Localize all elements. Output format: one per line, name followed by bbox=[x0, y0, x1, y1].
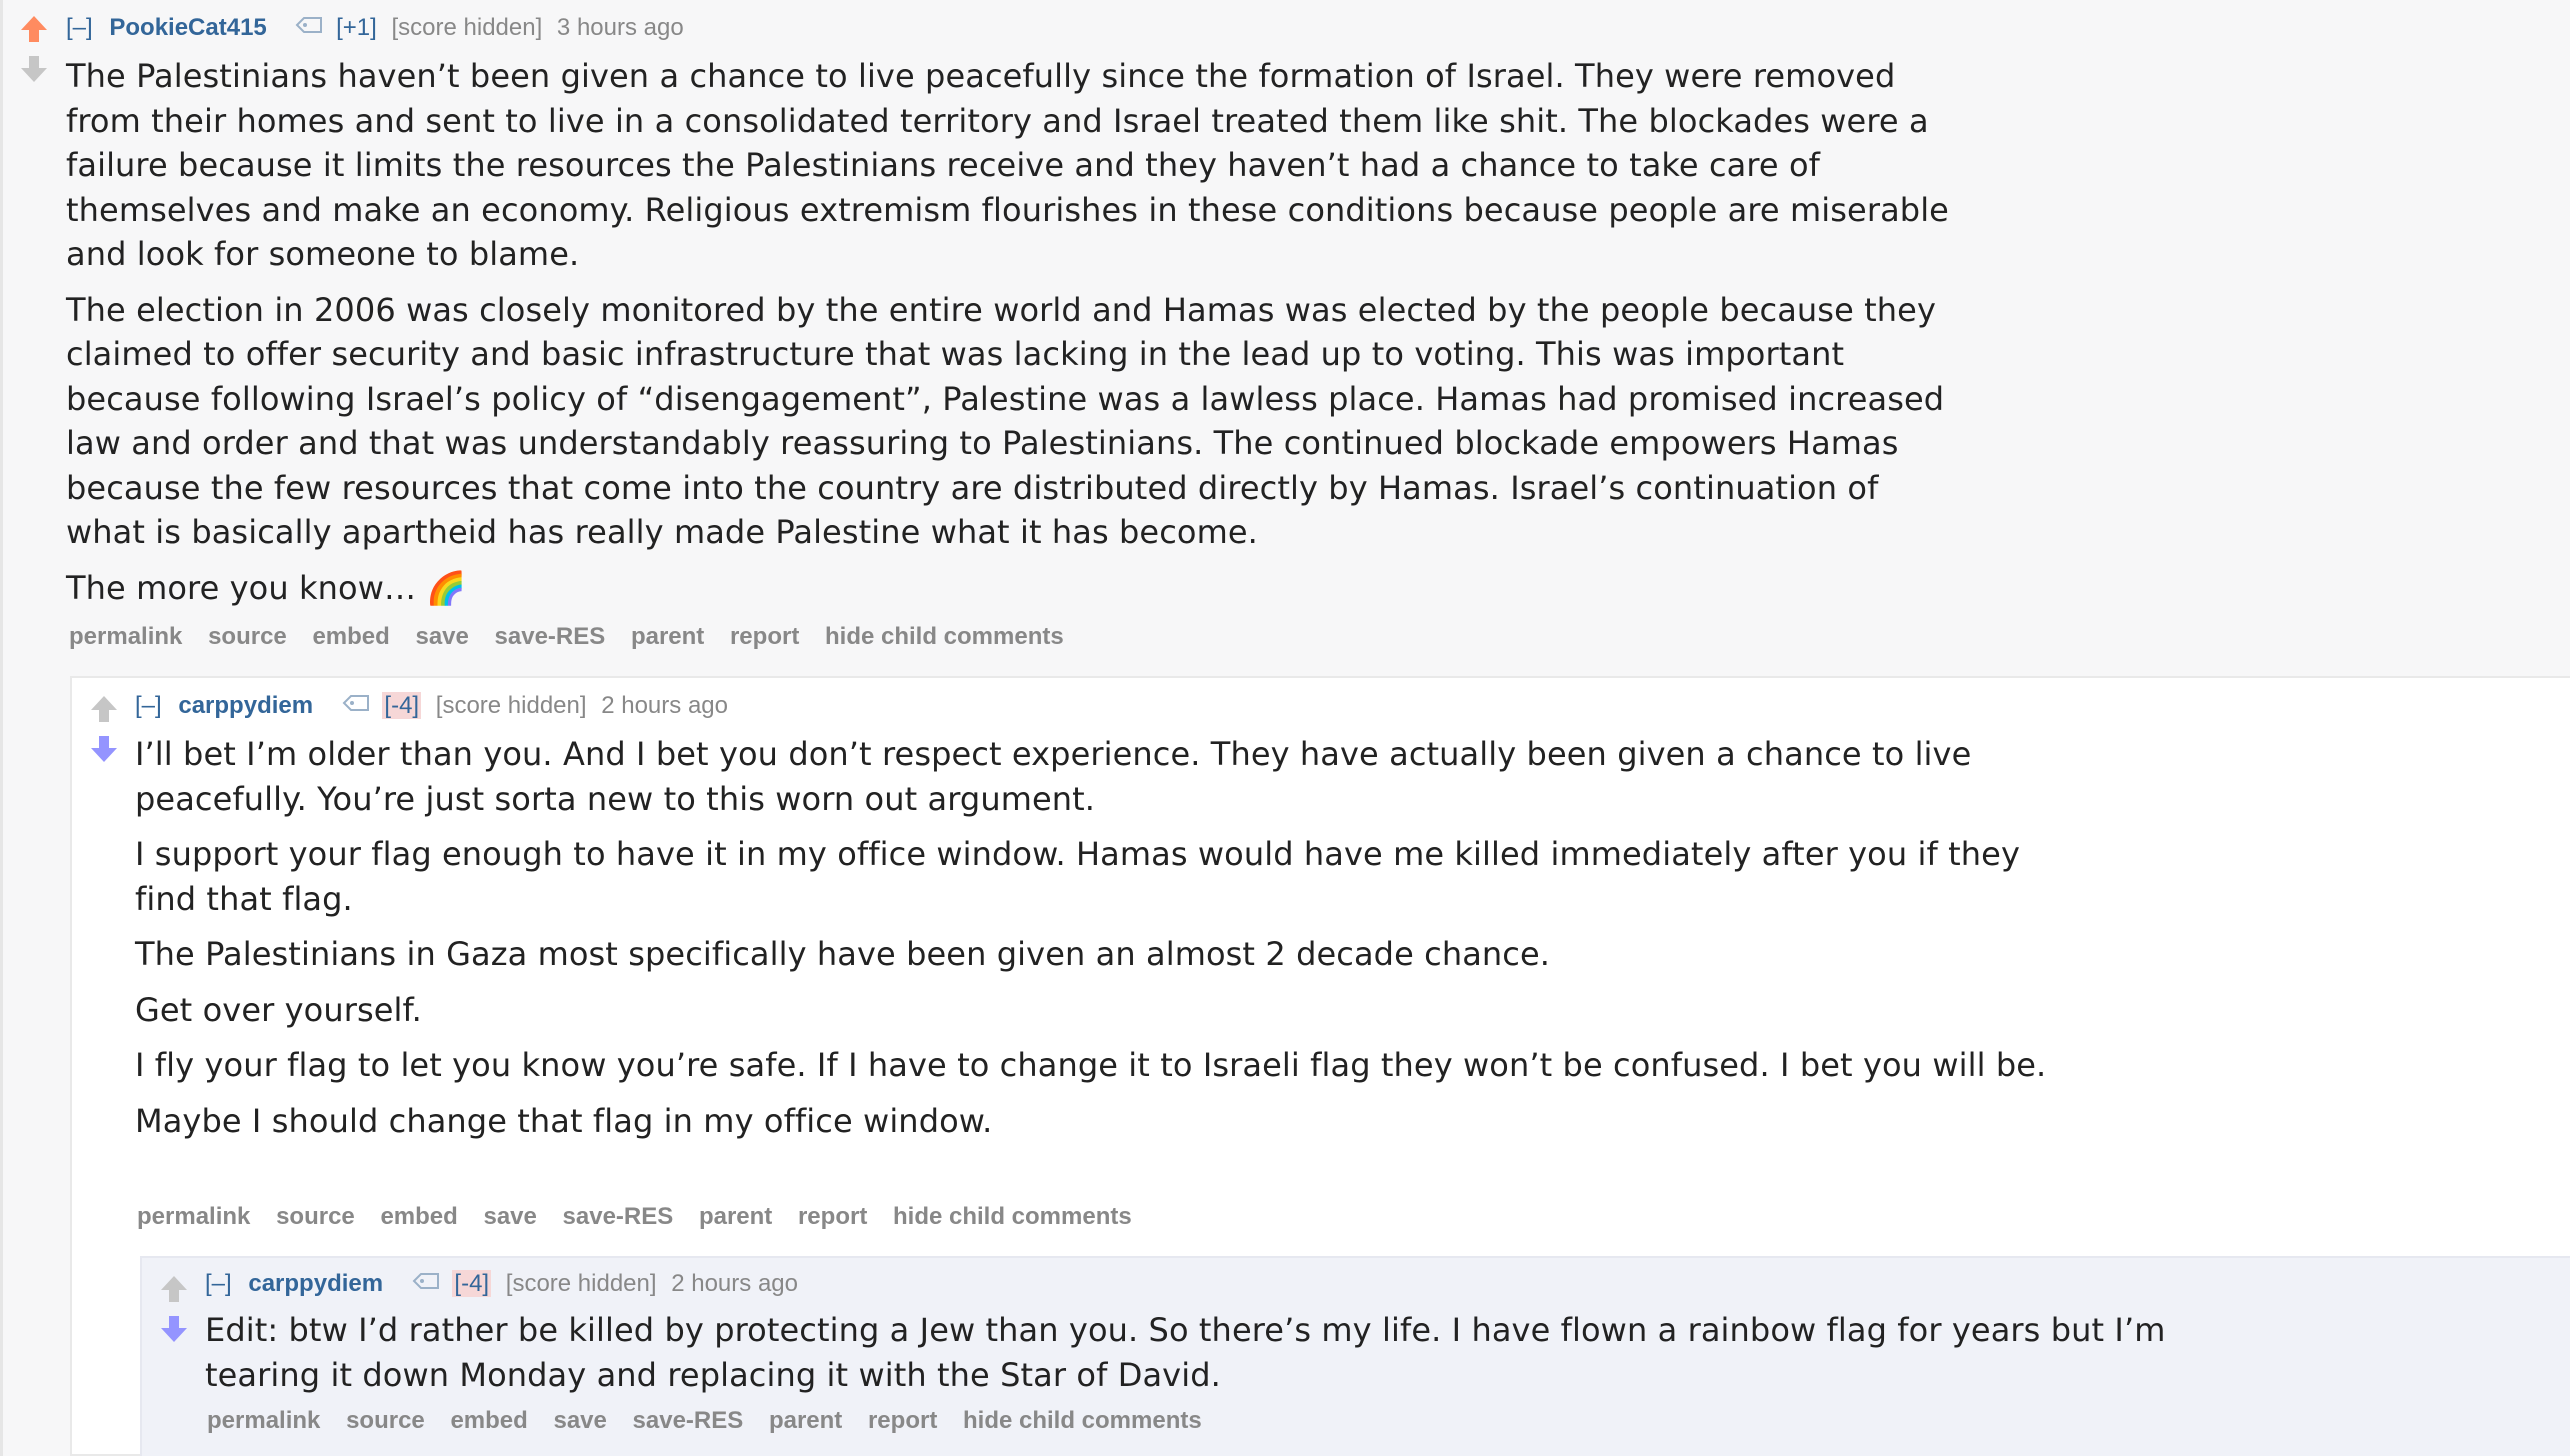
comment-paragraph: I’ll bet I’m older than you. And I bet you don’t respect experience. They have actually been given a chance to live peacefully. You’re just sorta new to this worn out argument. bbox=[135, 735, 1972, 818]
comment-3 bbox=[140, 1256, 2570, 1456]
hide-child-comments-button[interactable]: hide child comments bbox=[962, 1407, 1202, 1434]
permalink-button[interactable]: permalink bbox=[69, 623, 183, 650]
author-link[interactable]: carppydiem bbox=[178, 692, 314, 719]
collapse-toggle[interactable]: [–] bbox=[135, 692, 162, 719]
comment-tagline bbox=[66, 12, 684, 45]
comment-tagline bbox=[135, 690, 728, 723]
author-link[interactable]: carppydiem bbox=[248, 1270, 384, 1297]
downvote-arrow-icon[interactable] bbox=[89, 734, 119, 764]
permalink-button[interactable]: permalink bbox=[207, 1407, 321, 1434]
parent-button[interactable]: parent bbox=[768, 1407, 843, 1434]
report-button[interactable]: report bbox=[867, 1407, 938, 1434]
score: [-4] bbox=[454, 1270, 490, 1297]
permalink-button[interactable]: permalink bbox=[137, 1203, 251, 1230]
comment-body bbox=[205, 1308, 2205, 1408]
comment-paragraph: The Palestinians haven’t been given a chance to live peacefully since the formation of Israel. They were removed from their homes and sent to live in a consolidated territory and Israel treated them like shit. The blockades were a failure because it limits the resources the Palestinians receive and they haven’t had a chance to take care of themselves and make an economy. Religious extremism flourishes in these conditions because people are miserable and look for someone to blame. bbox=[66, 57, 1949, 273]
comment-body bbox=[135, 732, 2055, 1154]
report-button[interactable]: report bbox=[729, 623, 800, 650]
score: [+1] bbox=[336, 14, 377, 41]
comment-paragraph: I support your flag enough to have it in my office window. Hamas would have me killed immediately after you if they find that flag. bbox=[135, 835, 2020, 918]
source-button[interactable]: source bbox=[208, 623, 287, 650]
source-button[interactable]: source bbox=[276, 1203, 355, 1230]
timestamp: 3 hours ago bbox=[556, 14, 684, 41]
comment-paragraph: The election in 2006 was closely monitored by the entire world and Hamas was elected by the people because they claimed to offer security and basic infrastructure that was lacking in the lead up to voting. This was important because following Israel’s policy of “disengagement”, Palestine was a lawless place. Hamas had promised increased law and order and that was understandably reassuring to Palestinians. The continued blockade empowers Hamas because the few resources that come into the country are distributed directly by Hamas. Israel’s continuation of what is basically apartheid has really made Palestine what it has become. bbox=[66, 290, 1945, 551]
comment-buttons bbox=[207, 1406, 1221, 1436]
source-button[interactable]: source bbox=[346, 1407, 425, 1434]
comment-paragraph: Edit: btw I’d rather be killed by protecting a Jew than you. So there’s my life. I have flown a rainbow flag for years but I’m tearing it down Monday and replacing it with the Star of David. bbox=[205, 1311, 2166, 1394]
score: [-4] bbox=[384, 692, 420, 719]
downvote-arrow-icon[interactable] bbox=[159, 1314, 189, 1344]
hide-child-comments-button[interactable]: hide child comments bbox=[892, 1203, 1132, 1230]
save-button[interactable]: save bbox=[483, 1203, 537, 1230]
comment-paragraph: Maybe I should change that flag in my office window. bbox=[135, 1101, 993, 1140]
tag-icon bbox=[295, 11, 323, 43]
comment-paragraph: Get over yourself. bbox=[135, 990, 422, 1029]
embed-button[interactable]: embed bbox=[312, 623, 390, 650]
hide-child-comments-button[interactable]: hide child comments bbox=[824, 623, 1064, 650]
save-button[interactable]: save bbox=[553, 1407, 607, 1434]
parent-button[interactable]: parent bbox=[698, 1203, 773, 1230]
score-hidden-label: [score hidden] bbox=[391, 14, 543, 41]
timestamp: 2 hours ago bbox=[671, 1270, 798, 1297]
timestamp: 2 hours ago bbox=[601, 692, 728, 719]
upvote-arrow-icon[interactable] bbox=[159, 1274, 189, 1304]
score-hidden-label: [score hidden] bbox=[505, 1270, 657, 1297]
embed-button[interactable]: embed bbox=[380, 1203, 458, 1230]
report-button[interactable]: report bbox=[797, 1203, 868, 1230]
score-hidden-label: [score hidden] bbox=[435, 692, 587, 719]
upvote-arrow-icon[interactable] bbox=[19, 14, 49, 44]
parent-button[interactable]: parent bbox=[630, 623, 705, 650]
comment-body bbox=[66, 54, 1966, 621]
downvote-arrow-icon[interactable] bbox=[19, 54, 49, 84]
embed-button[interactable]: embed bbox=[450, 1407, 528, 1434]
comment-paragraph: The more you know… 🌈 bbox=[66, 568, 467, 607]
save-button[interactable]: save bbox=[415, 623, 469, 650]
tag-icon bbox=[412, 1267, 440, 1299]
comment-buttons bbox=[69, 622, 1083, 652]
save-res-button[interactable]: save-RES bbox=[632, 1407, 744, 1434]
collapse-toggle[interactable]: [–] bbox=[205, 1270, 232, 1297]
author-link[interactable]: PookieCat415 bbox=[109, 14, 267, 41]
comment-buttons bbox=[137, 1202, 1151, 1232]
comment-paragraph: The Palestinians in Gaza most specifically have been given an almost 2 decade chance. bbox=[135, 935, 1551, 973]
comment-tagline bbox=[205, 1268, 798, 1301]
save-res-button[interactable]: save-RES bbox=[494, 623, 606, 650]
upvote-arrow-icon[interactable] bbox=[89, 694, 119, 724]
save-res-button[interactable]: save-RES bbox=[562, 1203, 674, 1230]
comment-paragraph: I fly your flag to let you know you’re safe. If I have to change it to Israeli flag they won’t be confused. I bet you will be. bbox=[135, 1046, 2047, 1084]
tag-icon bbox=[342, 689, 370, 721]
collapse-toggle[interactable]: [–] bbox=[66, 14, 93, 41]
